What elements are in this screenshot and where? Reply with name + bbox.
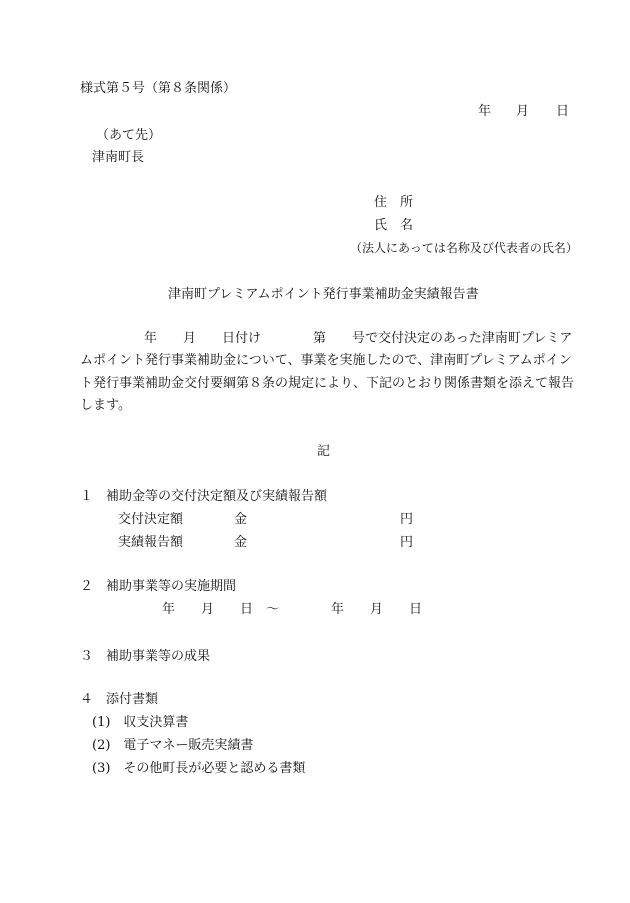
section1-heading: １ 補助金等の交付決定額及び実績報告額	[80, 489, 328, 504]
body-line: 年 月 日付け 第 号で交付決定のあった津南町プレミア	[144, 331, 573, 346]
actual-report-unit: 円	[400, 535, 414, 550]
body-line: します。	[80, 398, 131, 413]
implementation-period: 年 月 日 ～ 年 月 日	[162, 602, 423, 617]
addressee: 津南町長	[92, 150, 145, 165]
address-label: 住 所	[374, 195, 414, 210]
document-title: 津南町プレミアムポイント発行事業補助金実績報告書	[168, 287, 479, 302]
section2-heading: ２ 補助事業等の実施期間	[80, 579, 237, 594]
attachment-item: (3) その他町長が必要と認める書類	[92, 761, 306, 776]
attachment-item: (1) 収支決算書	[92, 715, 189, 730]
ki-heading: 記	[317, 444, 331, 459]
name-label: 氏 名	[374, 218, 414, 233]
grant-decision-label: 交付決定額	[118, 512, 184, 527]
actual-report-prefix: 金	[234, 535, 248, 550]
date-day: 日	[556, 104, 570, 119]
body-line: ト発行事業補助金交付要綱第８条の規定により、下記のとおり関係書類を添えて報告	[80, 376, 575, 391]
addressee-label: （あて先）	[96, 128, 162, 143]
body-line: ムポイント発行事業補助金について、事業を実施したので、津南町プレミアムポイン	[80, 353, 572, 368]
form-number: 様式第５号（第８条関係）	[80, 81, 237, 96]
attachment-item: (2) 電子マネー販売実績書	[92, 738, 254, 753]
grant-decision-unit: 円	[400, 512, 414, 527]
actual-report-label: 実績報告額	[118, 535, 184, 550]
section3-heading: ３ 補助事業等の成果	[80, 649, 211, 664]
date-month: 月	[516, 104, 530, 119]
section4-heading: ４ 添付書類	[80, 692, 159, 707]
corporate-note: （法人にあっては名称及び代表者の氏名）	[350, 241, 578, 255]
grant-decision-prefix: 金	[234, 512, 248, 527]
date-year: 年	[478, 104, 492, 119]
